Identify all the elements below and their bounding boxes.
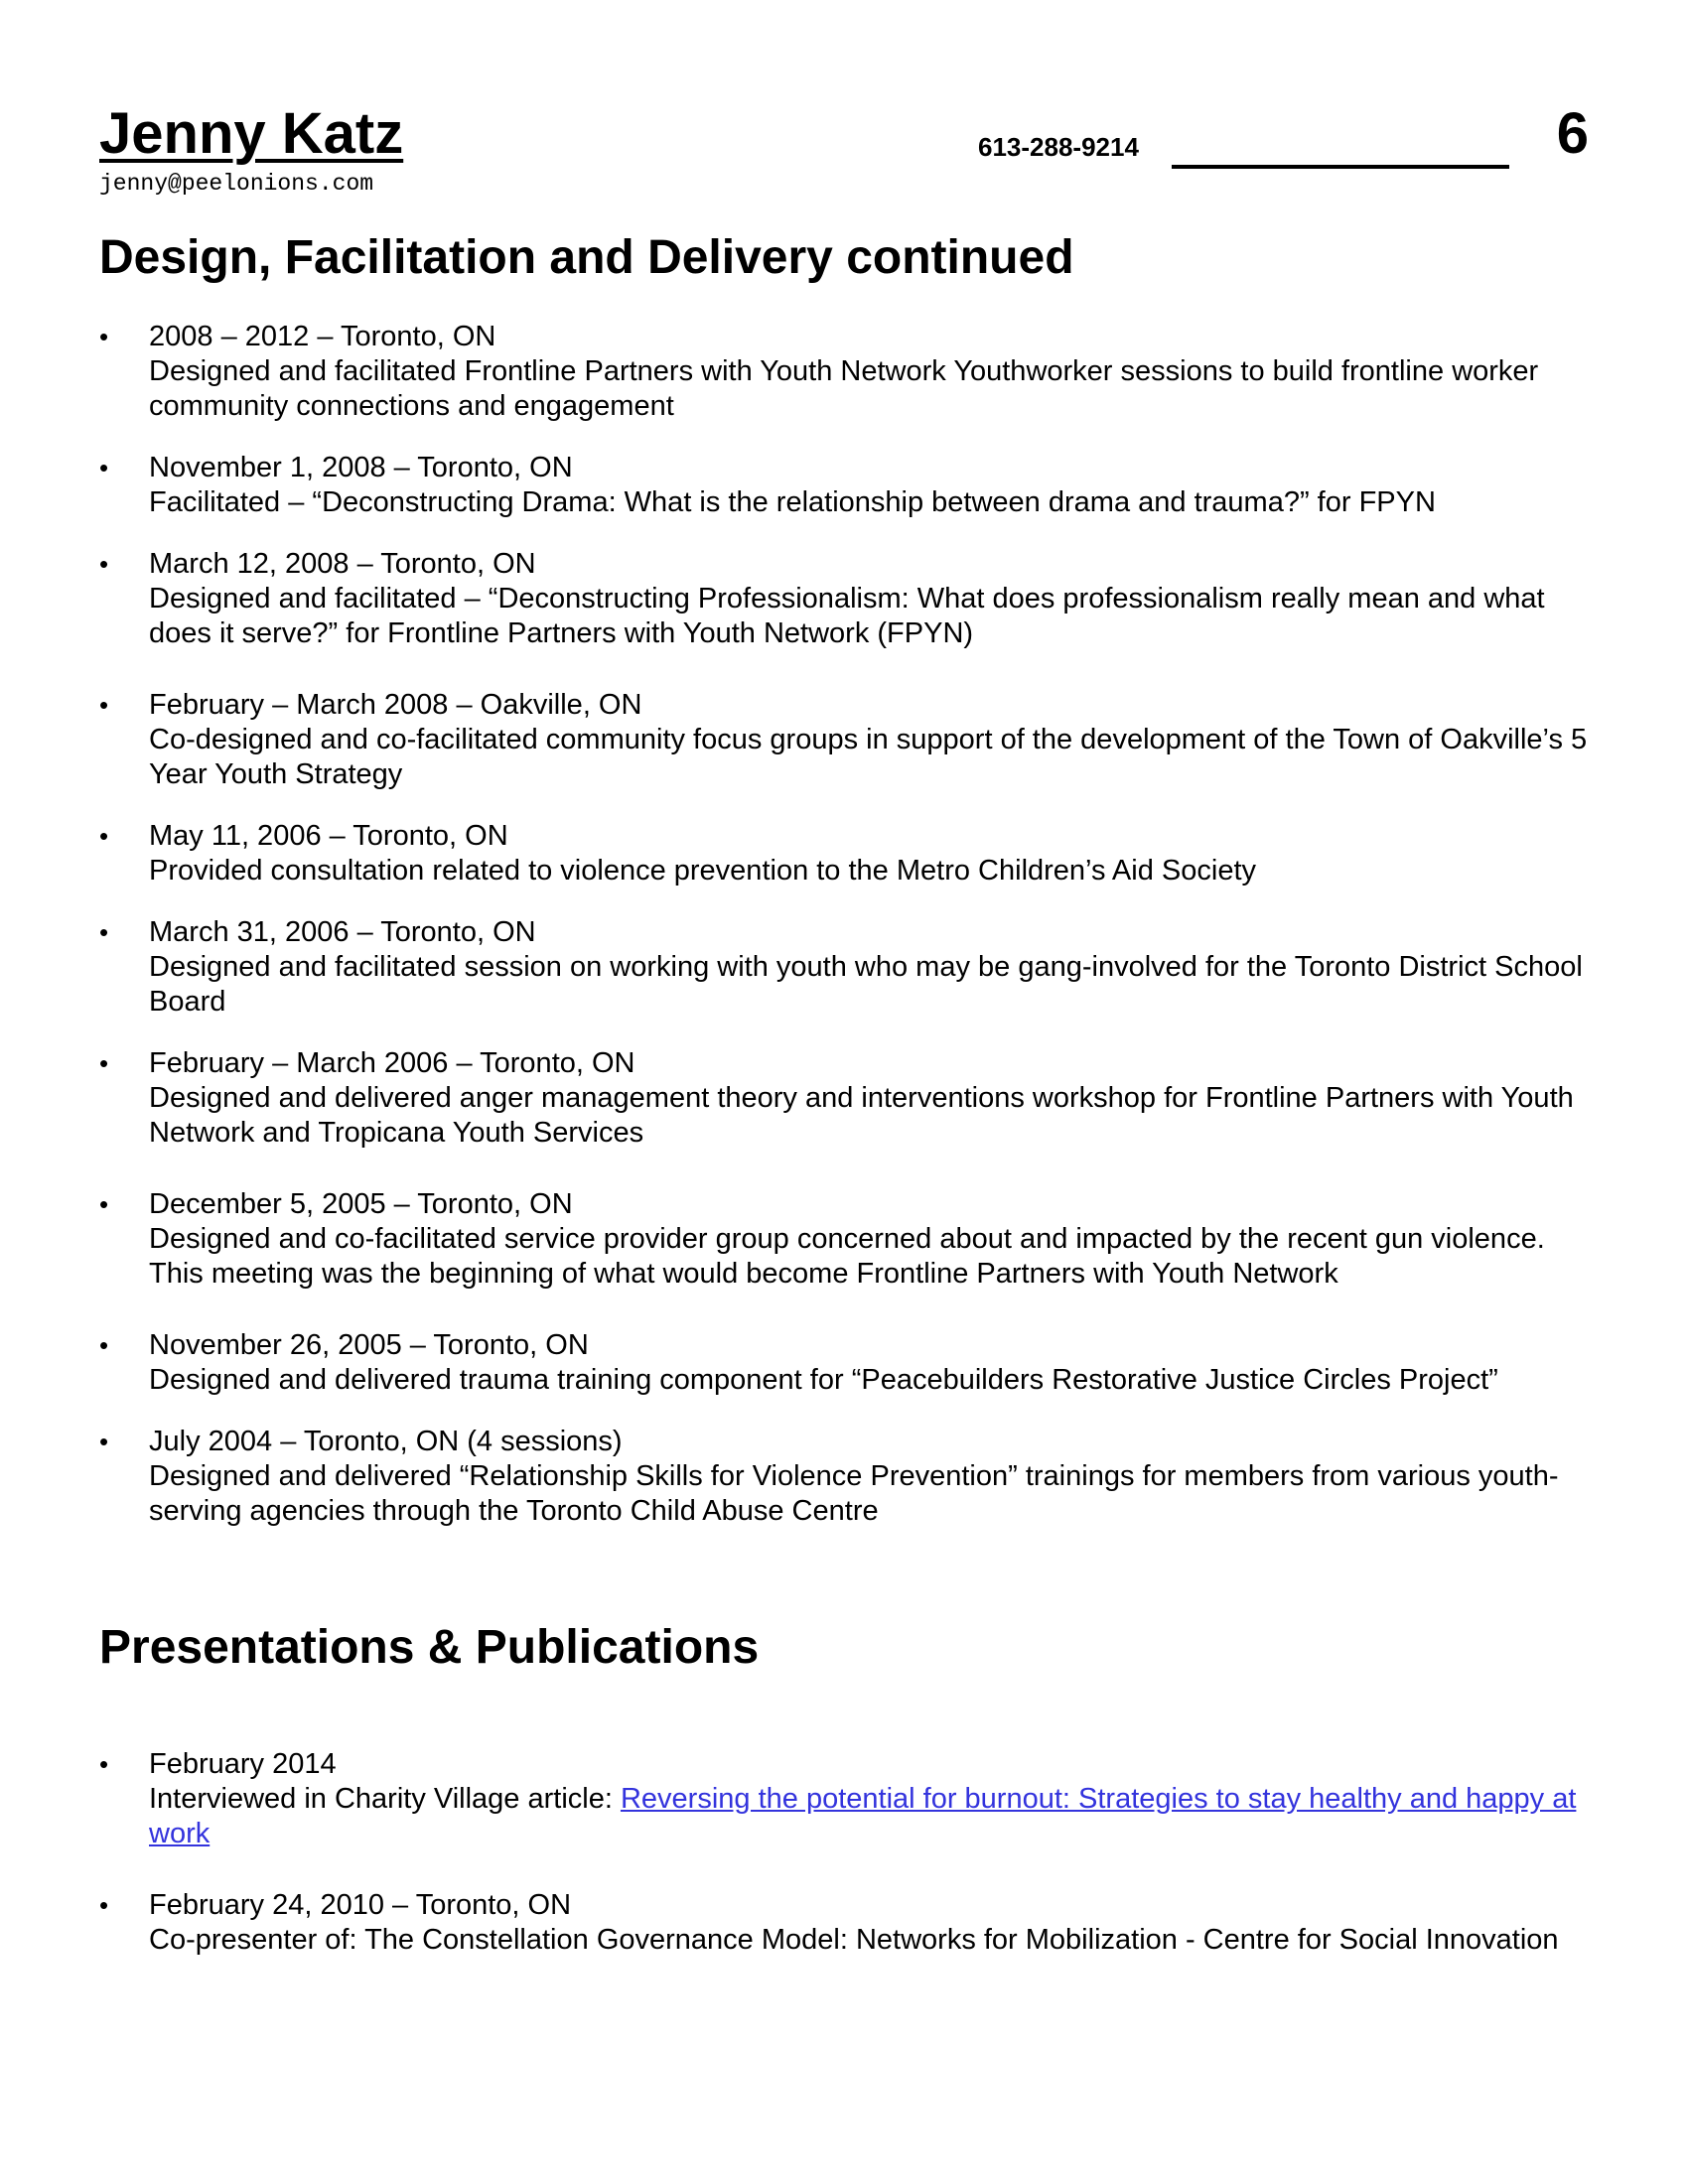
entry-description: Co-designed and co-facilitated community focus groups in support of the development of the Town of Oakville’s 5 Year Youth Strategy (149, 724, 1588, 790)
header-rule (1172, 165, 1509, 169)
entry-description: Designed and delivered anger management theory and interventions workshop for Frontline Partners with Youth Network and Tropicana Youth Services (149, 1082, 1574, 1149)
entry-description: Provided consultation related to violence prevention to the Metro Children’s Aid Society (149, 855, 1256, 887)
email-address: jenny@peelonions.com (99, 171, 374, 197)
entry-description: Designed and facilitated session on working with youth who may be gang-involved for the Toronto District School Board (149, 951, 1583, 1018)
entry-date: May 11, 2006 – Toronto, ON (149, 820, 508, 852)
page-number: 6 (1556, 101, 1589, 166)
entry-description: Co-presenter of: The Constellation Governance Model: Networks for Mobilization - Centre for Social Innovation (149, 1924, 1559, 1956)
phone-number: 613-288-9214 (978, 132, 1139, 162)
entry-date: November 26, 2005 – Toronto, ON (149, 1329, 589, 1361)
entry-description: Designed and facilitated Frontline Partners with Youth Network Youthworker sessions to build frontline worker community connections and engagement (149, 355, 1539, 422)
entry-description: Designed and facilitated – “Deconstructing Professionalism: What does professionalism really mean and what does it serve?” for Frontline Partners with Youth Network (FPYN) (149, 583, 1545, 649)
entry-date: July 2004 – Toronto, ON (4 sessions) (149, 1426, 623, 1457)
entry-date: December 5, 2005 – Toronto, ON (149, 1188, 573, 1220)
bullet-icon: • (99, 1749, 109, 1779)
entry-description (149, 1782, 1589, 1851)
entry-date: March 12, 2008 – Toronto, ON (149, 548, 536, 580)
entry-description: Designed and delivered trauma training component for “Peacebuilders Restorative Justice Circles Project” (149, 1364, 1498, 1396)
article-link[interactable]: Reversing the potential for burnout: Strategies to stay healthy and happy at work (149, 1783, 1577, 1849)
list-item (99, 1328, 1589, 1398)
entry-date: November 1, 2008 – Toronto, ON (149, 452, 573, 483)
list-item (99, 451, 1589, 520)
section-heading-design-facilitation: Design, Facilitation and Delivery continued (99, 231, 1074, 284)
entry-date: March 31, 2006 – Toronto, ON (149, 916, 536, 948)
list-item (99, 1425, 1589, 1529)
bullet-icon: • (99, 1427, 109, 1456)
bullet-icon: • (99, 917, 109, 947)
list-item (99, 688, 1589, 792)
bullet-icon: • (99, 1048, 109, 1078)
bullet-icon: • (99, 453, 109, 482)
presentations-list (99, 1747, 1589, 1958)
bullet-icon: • (99, 322, 109, 351)
list-item (99, 915, 1589, 1020)
entry-description: Facilitated – “Deconstructing Drama: What is the relationship between drama and trauma?” for FPYN (149, 486, 1436, 518)
entry-date: February 2014 (149, 1748, 337, 1780)
bullet-icon: • (99, 1330, 109, 1360)
bullet-icon: • (99, 821, 109, 851)
section-heading-presentations: Presentations & Publications (99, 1621, 760, 1674)
entry-description: Designed and co-facilitated service provider group concerned about and impacted by the recent gun violence. This meeting was the beginning of what would become Frontline Partners with Youth Network (149, 1223, 1545, 1290)
list-item (99, 1187, 1589, 1292)
bullet-icon: • (99, 549, 109, 579)
bullet-icon: • (99, 1189, 109, 1219)
list-item (99, 819, 1589, 888)
design-facilitation-list (99, 320, 1589, 1529)
bullet-icon: • (99, 1890, 109, 1920)
list-item (99, 547, 1589, 651)
entry-date: February 24, 2010 – Toronto, ON (149, 1889, 572, 1921)
entry-date: February – March 2008 – Oakville, ON (149, 689, 642, 721)
entry-description-prefix: Interviewed in Charity Village article: (149, 1783, 621, 1815)
list-item (99, 320, 1589, 424)
list-item (99, 1747, 1589, 1851)
entry-date: 2008 – 2012 – Toronto, ON (149, 321, 496, 352)
list-item (99, 1046, 1589, 1151)
applicant-name: Jenny Katz (99, 101, 404, 166)
entry-date: February – March 2006 – Toronto, ON (149, 1047, 635, 1079)
entry-description: Designed and delivered “Relationship Skills for Violence Prevention” trainings for members from various youth-serving agencies through the Toronto Child Abuse Centre (149, 1460, 1559, 1527)
bullet-icon: • (99, 690, 109, 720)
list-item (99, 1888, 1589, 1958)
